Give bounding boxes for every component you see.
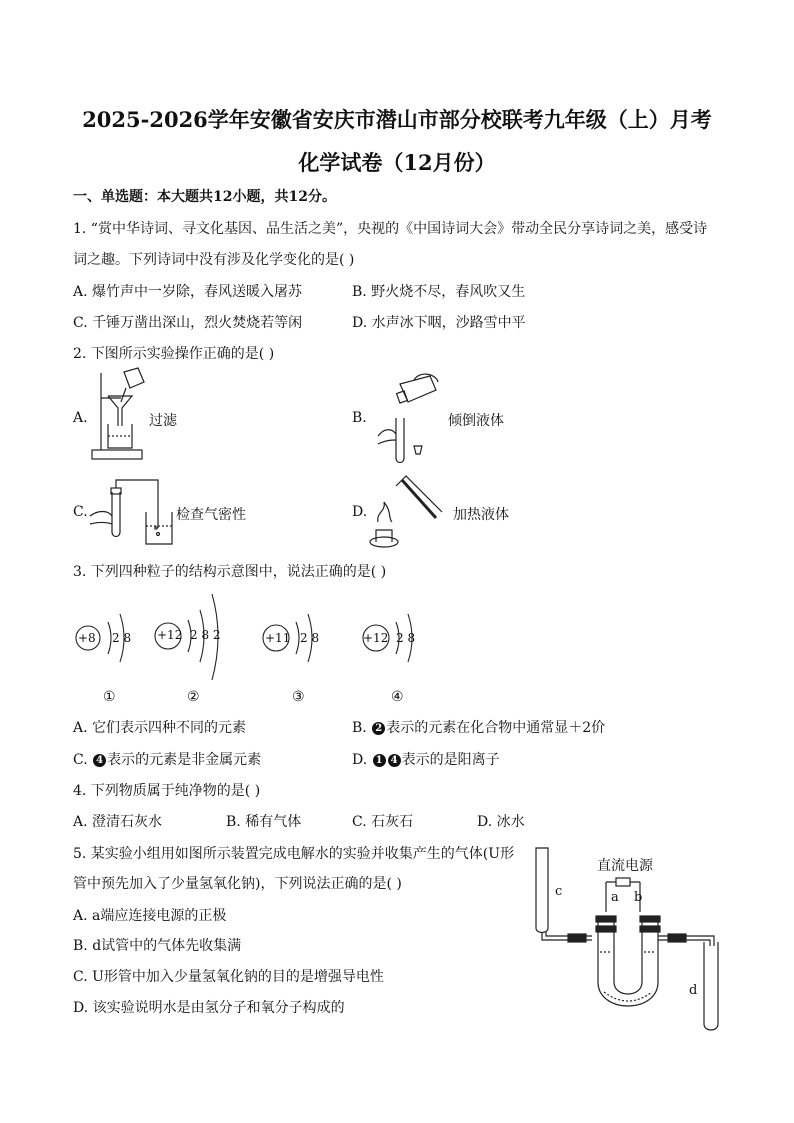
tube-c-label: c [555,884,563,899]
particle-3-nucleus: +11 [265,631,291,645]
airtightness-illustration [86,476,180,548]
q1-option-d: D. 水声冰下咽，沙路雪中平 [352,315,526,331]
q3-option-a: A. 它们表示四种不同的元素 [73,720,247,736]
q2-caption-filter: 过滤 [149,413,177,429]
particle-3-shells: 2 8 [300,631,320,645]
q5-option-d: D. 该实验说明水是由氢分子和氧分子构成的 [73,1000,345,1016]
particle-1-label: ① [103,689,116,705]
q4-stem: 4. 下列物质属于纯净物的是( ) [73,783,261,799]
q1-option-a: A. 爆竹声中一岁除，春风送暖入屠苏 [73,284,303,300]
q4-option-b: B. 稀有气体 [226,814,302,830]
particle-4-shells: 2 8 [396,631,416,645]
q3-option-b: B. 2 表示的元素在化合物中通常显＋2价 [352,720,606,736]
filtration-illustration [88,368,148,466]
circled-number: 2 [372,722,385,735]
electrode-b-label: b [634,890,643,905]
particle-1-nucleus: +8 [78,631,96,645]
electrode-a-label: a [611,890,619,905]
section-heading: 一、单选题：本大题共12小题，共12分。 [73,189,336,205]
particle-2-nucleus: +12 [157,628,183,642]
tube-d-label: d [689,983,698,998]
particle-4-nucleus: +12 [363,631,389,645]
q2-letter-a: A. [73,410,88,426]
q1-option-b: B. 野火烧不尽，春风吹又生 [352,284,526,300]
q3-option-d: D. 1 4 表示的是阳离子 [352,752,500,768]
q1-stem-line-1: 1. “赏中华诗词、寻文化基因、品生活之美”，央视的《中国诗词大会》带动全民分享诗词之美，感受诗 [73,221,708,237]
particle-1-shells: 2 8 [112,631,132,645]
q5-option-c: C. U形管中加入少量氢氧化钠的目的是增强导电性 [73,969,384,985]
particle-3-label: ③ [292,689,305,705]
q5-stem-line-1: 5. 某实验小组用如图所示装置完成电解水的实验并收集产生的气体(U形 [73,846,515,862]
heating-illustration [366,472,452,552]
particle-4-label: ④ [391,689,404,705]
q5-option-a: A. a端应连接电源的正极 [73,908,227,924]
q2-letter-c: C. [73,504,88,520]
circled-number: 4 [93,754,106,767]
q5-option-b: B. d试管中的气体先收集满 [73,938,242,954]
q2-caption-pour: 倾倒液体 [448,413,504,429]
title-line-1: 2025-2026学年安徽省安庆市潜山市部分校联考九年级（上）月考 [82,107,712,132]
circled-number: 4 [388,754,401,767]
q2-caption-heat: 加热液体 [453,507,509,523]
q1-stem-line-2: 词之趣。下列诗词中没有涉及化学变化的是( ) [73,252,355,268]
particle-2-shells: 2 8 2 [190,628,221,642]
q2-letter-d: D. [352,504,368,520]
title-line-2: 化学试卷（12月份） [298,150,496,175]
q2-stem: 2. 下图所示实验操作正确的是( ) [73,346,275,362]
q3-option-c: C. 4 表示的元素是非金属元素 [73,752,262,768]
q3-stem: 3. 下列四种粒子的结构示意图中，说法正确的是( ) [73,564,387,580]
q4-option-a: A. 澄清石灰水 [73,814,163,830]
power-source-label: 直流电源 [597,858,653,874]
q5-stem-line-2: 管中预先加入了少量氢氧化钠)，下列说法正确的是( ) [73,876,402,892]
q4-option-d: D. 冰水 [477,814,525,830]
pouring-illustration [370,374,444,466]
q2-caption-airtight: 检查气密性 [176,507,246,523]
particle-2-label: ② [187,689,200,705]
q4-option-c: C. 石灰石 [352,814,414,830]
q2-letter-b: B. [352,410,367,426]
q1-option-c: C. 千锤万凿出深山，烈火焚烧若等闲 [73,315,303,331]
circled-number: 1 [373,754,386,767]
